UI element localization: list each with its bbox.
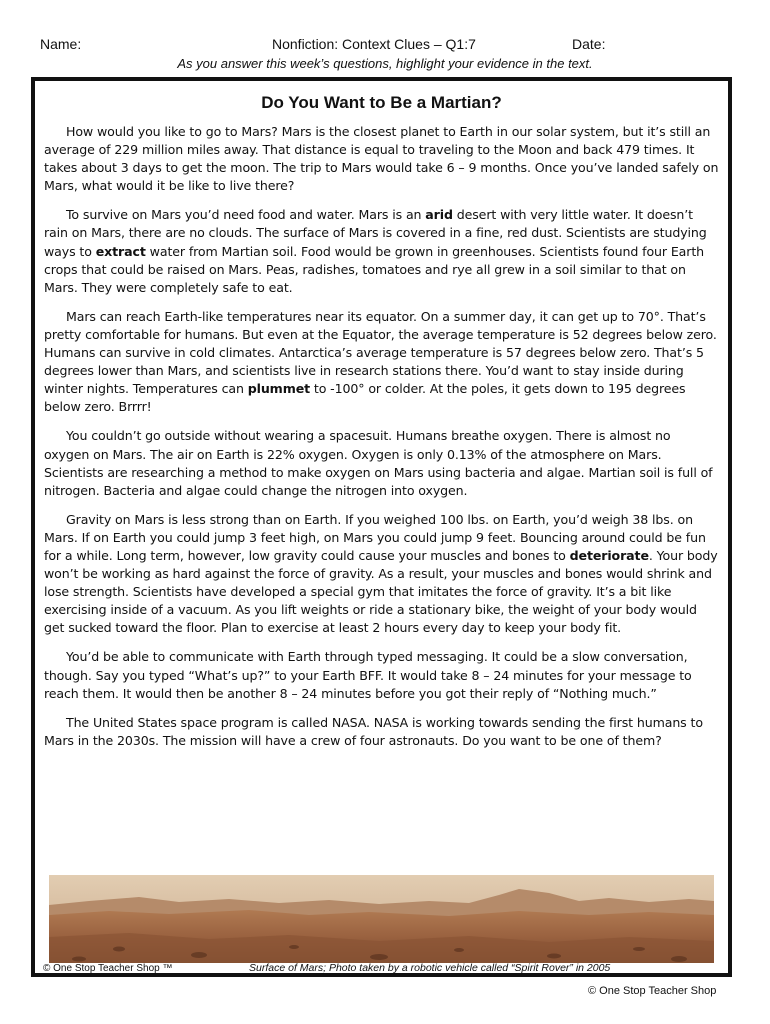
paragraph-text: Gravity on Mars is less strong than on Earth. If you weighed 100 lbs. on Earth, you’d weigh 38 lbs. on Mars. If on Earth you could jump 3 feet high, on Mars you could jump 9 feet. Bouncing around could be fun for a while. Long term, however, low gravity could cause your muscles and bones to: [44, 511, 706, 563]
paragraph-text: You couldn’t go outside without wearing a spacesuit. Humans breathe oxygen. There is almost no oxygen on Mars. The air on Earth is 22% oxygen. Oxygen is only 0.13% of the atmosphere on Mars. Scientists are researching a method to make oxygen on Mars using bacteria and algae. Martian soil is full of nitrogen. Bacteria and algae could change the nitrogen into oxygen.: [44, 428, 713, 498]
worksheet-header: [0, 36, 770, 56]
article-paragraph: [44, 427, 719, 499]
article-paragraph: [44, 511, 719, 638]
article-frame: [31, 77, 732, 977]
article-paragraph: [44, 714, 719, 750]
vocabulary-word: extract: [95, 243, 146, 259]
vocabulary-word: plummet: [247, 381, 311, 397]
date-label: Date:: [572, 36, 606, 52]
vocabulary-word: arid: [425, 207, 453, 223]
paragraph-text: To survive on Mars you’d need food and water. Mars is an: [66, 207, 426, 223]
article-paragraphs: [44, 123, 719, 750]
mars-surface-photo: [49, 875, 714, 963]
paragraph-text: You’d be able to communicate with Earth through typed messaging. It could be a slow conversation, though. Say you typed “What’s up?” to your Earth BFF. It would take 8 – 24 minutes for your message to reach them. It would then be another 8 – 24 minutes before you got their reply of “Nothing much.”: [44, 649, 692, 701]
article-paragraph: [44, 123, 719, 195]
article-paragraph: [44, 206, 719, 296]
mars-landscape-image: [49, 875, 714, 963]
frame-credit: © One Stop Teacher Shop ™: [43, 963, 173, 974]
page-copyright: © One Stop Teacher Shop: [588, 985, 717, 997]
article-paragraph: [44, 648, 719, 702]
paragraph-text: to -100° or colder. At the poles, it gets down to 195 degrees below zero. Brrrr!: [44, 381, 686, 415]
paragraph-text: The United States space program is called NASA. NASA is working towards sending the first humans to Mars in the 2030s. The mission will have a crew of four astronauts. Do you want to be one of them?: [44, 714, 703, 748]
article-body: [44, 81, 719, 761]
paragraph-text: water from Martian soil. Food would be grown in greenhouses. Scientists found four Earth crops that could be raised on Mars. Peas, radishes, tomatoes and rye all grew in a soil similar to that on Mars. They were completely safe to eat.: [44, 243, 705, 295]
name-label: Name:: [40, 36, 82, 52]
paragraph-text: desert with very little water. It doesn’t rain on Mars, there are no clouds. The surface of Mars is covered in a fine, red dust. Scientists are studying ways to: [44, 207, 707, 259]
instruction-text: As you answer this week’s questions, highlight your evidence in the text.: [177, 56, 593, 71]
paragraph-text: . Your body won’t be working as hard against the force of gravity. As a result, your muscles and bones would shrink and lose strength. Scientists have developed a special gym that imitates the force of gravity. It’s a bit like exercising inside of a vacuum. As you lift weights or ride a stationary bike, the weight of your body would get sucked toward the floor. Plan to exercise at least 2 hours every day to keep your body fit.: [44, 547, 718, 636]
photo-caption: Surface of Mars; Photo taken by a robotic vehicle called “Spirit Rover” in 2005: [249, 962, 611, 974]
article-paragraph: [44, 308, 719, 417]
paragraph-text: How would you like to go to Mars? Mars is the closest planet to Earth in our solar system, but it’s still an average of 229 million miles away. That distance is equal to traveling to the Moon and back 479 times. It takes about 3 days to get the moon. The trip to Mars would take 6 – 9 months. Once you’ve landed safely on Mars, what would it be like to live there?: [44, 124, 719, 194]
vocabulary-word: deteriorate: [569, 547, 649, 563]
worksheet-title: Nonfiction: Context Clues – Q1:7: [272, 36, 476, 52]
article-title: Do You Want to Be a Martian?: [261, 93, 502, 112]
paragraph-text: Mars can reach Earth-like temperatures near its equator. On a summer day, it can get up to 70°. That’s pretty comfortable for humans. But even at the Equator, the average temperature is 52 degrees below zero. Humans can survive in cold climates. Antarctica’s average temperature is 57 degrees below zero. That’s 5 degrees lower than Mars, and scientists live in research stations there. You’d want to stay inside during winter nights. Temperatures can: [44, 308, 717, 397]
